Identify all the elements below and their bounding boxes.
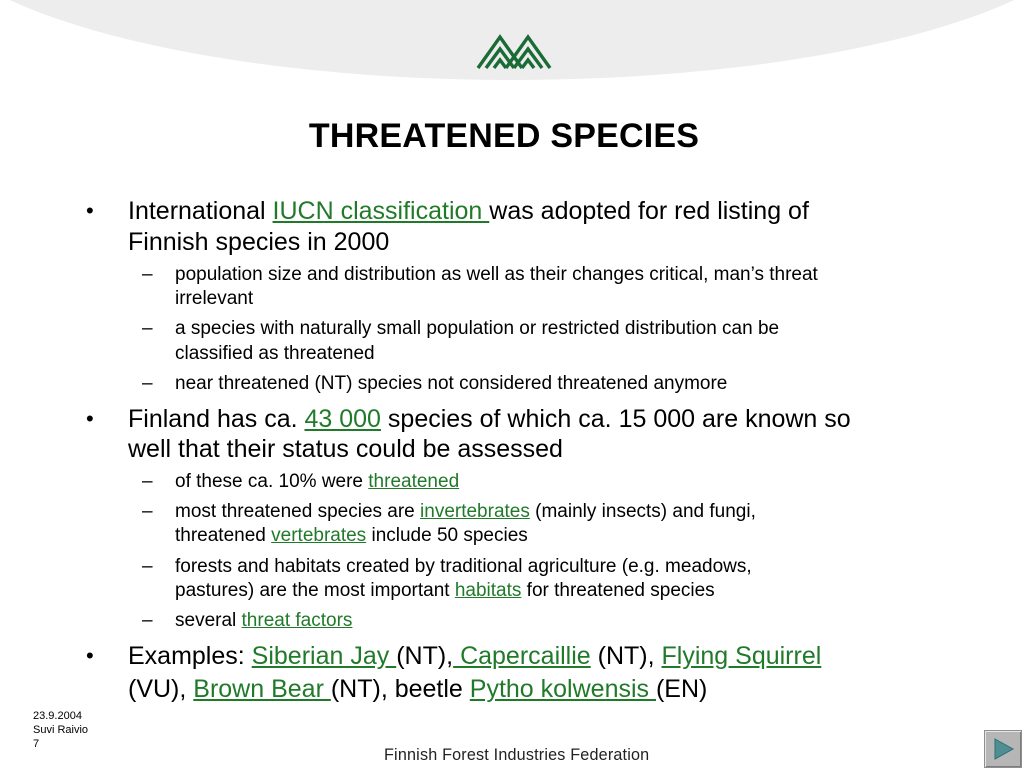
flying-squirrel-link[interactable]: Flying Squirrel <box>661 642 822 670</box>
footer-page-number: 7 <box>33 738 40 750</box>
dash-marker: – <box>142 264 153 285</box>
pytho-kolwensis-link[interactable]: Pytho kolwensis <box>469 675 656 703</box>
sub-bullet-1-1-line-1: population size and distribution as well as their changes critical, man’s threat <box>175 264 818 285</box>
sub-bullet-2-3-line-1: forests and habitats created by traditional agriculture (e.g. meadows, <box>175 556 752 577</box>
threat-factors-link[interactable]: threat factors <box>241 610 353 631</box>
next-slide-button[interactable] <box>984 730 1022 768</box>
footer-date: 23.9.2004 <box>33 710 82 722</box>
invertebrates-link[interactable]: invertebrates <box>420 501 530 522</box>
sub-bullet-1-3: near threatened (NT) species not considered threatened anymore <box>175 373 728 394</box>
bullet-1-line-2: Finnish species in 2000 <box>128 228 390 256</box>
bullet-marker: • <box>86 643 94 668</box>
footer-organization: Finnish Forest Industries Federation <box>384 745 650 764</box>
dash-marker: – <box>142 501 153 522</box>
dash-marker: – <box>142 318 153 339</box>
brown-bear-link[interactable]: Brown Bear <box>193 675 331 703</box>
vertebrates-link[interactable]: vertebrates <box>271 525 367 546</box>
siberian-jay-link[interactable]: Siberian Jay <box>251 642 397 670</box>
capercaillie-link[interactable]: Capercaillie <box>453 642 591 670</box>
species-count-link[interactable]: 43 000 <box>304 405 381 433</box>
bullet-marker: • <box>86 198 94 223</box>
bullet-3-line-2: (VU), Brown Bear (NT), beetle Pytho kolwensis (EN) <box>128 675 708 703</box>
sub-bullet-2-3-line-2: pastures) are the most important habitats for threatened species <box>175 580 715 601</box>
habitats-link[interactable]: habitats <box>454 580 522 601</box>
dash-marker: – <box>142 373 153 394</box>
sub-bullet-2-2-line-1: most threatened species are invertebrates (mainly insects) and fungi, <box>175 501 756 522</box>
bullet-3-line-1: Examples: Siberian Jay (NT), Capercaillie (NT), Flying Squirrel <box>128 642 822 670</box>
sub-bullet-2-4: several threat factors <box>175 610 353 631</box>
sub-bullet-1-2-line-2: classified as threatened <box>175 343 375 364</box>
iucn-classification-link[interactable]: IUCN classification <box>272 197 490 225</box>
bullet-marker: • <box>86 406 94 431</box>
bullet-2-line-1: Finland has ca. 43 000 species of which ca. 15 000 are known so <box>128 405 851 433</box>
sub-bullet-2-1: of these ca. 10% were threatened <box>175 471 460 492</box>
dash-marker: – <box>142 610 153 631</box>
bullet-1-line-1: International IUCN classification was adopted for red listing of <box>128 197 809 225</box>
dash-marker: – <box>142 471 153 492</box>
threatened-link[interactable]: threatened <box>368 471 460 492</box>
footer-author: Suvi Raivio <box>33 724 89 736</box>
footer-meta <box>33 709 88 751</box>
sub-bullet-1-2-line-1: a species with naturally small population or restricted distribution can be <box>175 318 780 339</box>
sub-bullet-2-2-line-2: threatened vertebrates include 50 species <box>175 525 528 546</box>
play-triangle-icon <box>985 731 1021 767</box>
sub-bullet-1-1-line-2: irrelevant <box>175 288 254 309</box>
dash-marker: – <box>142 556 153 577</box>
slide-title: THREATENED SPECIES <box>308 117 700 155</box>
bullet-2-line-2: well that their status could be assessed <box>128 435 563 463</box>
